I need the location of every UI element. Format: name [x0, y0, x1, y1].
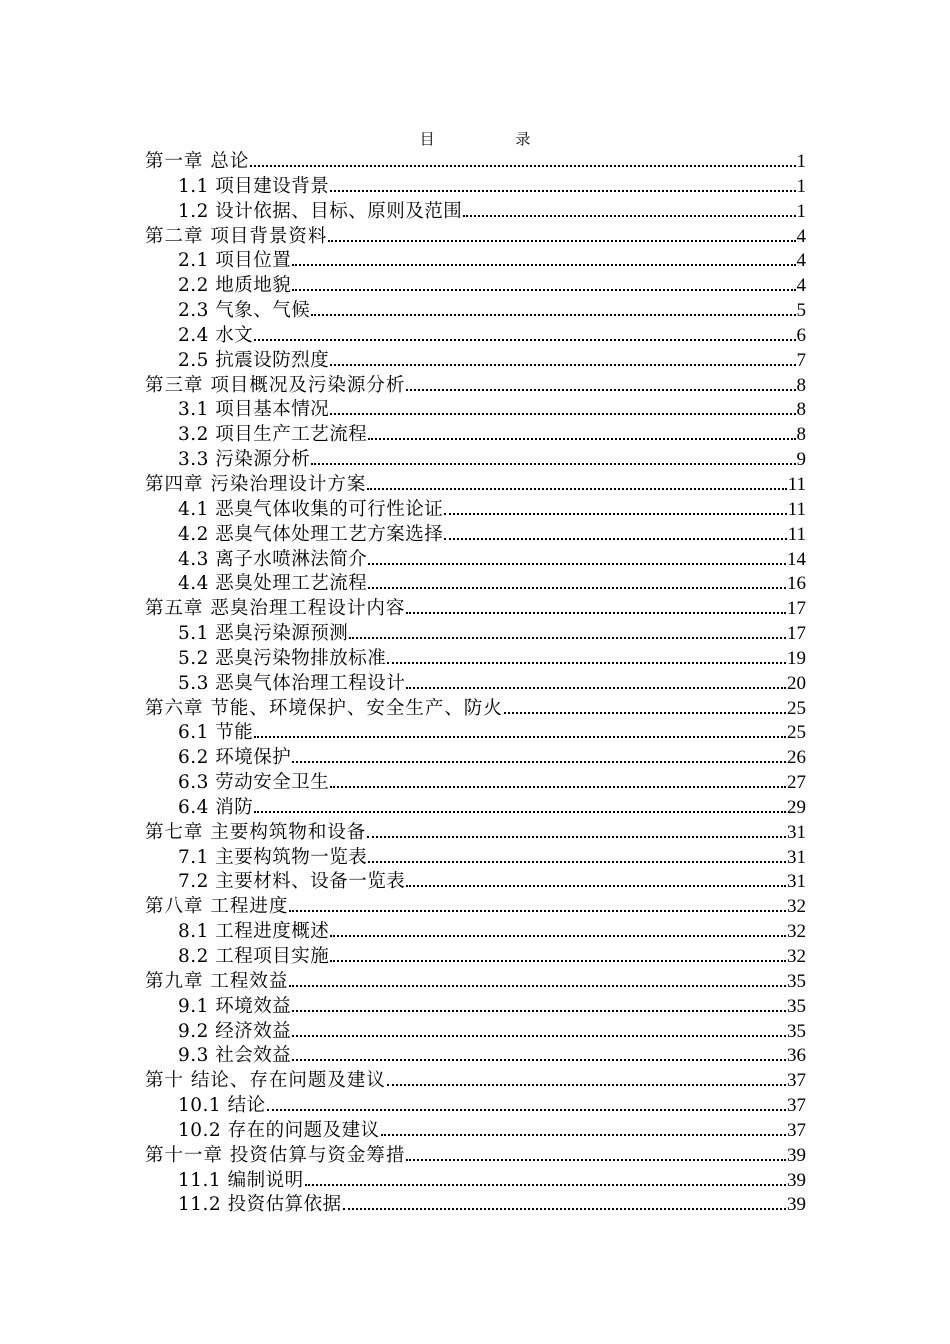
toc-entry-label: 2.3 气象、气候	[178, 300, 311, 322]
toc-entry-label: 6.1 节能	[178, 722, 254, 744]
dot-leader	[254, 810, 786, 813]
toc-chapter-entry[interactable]	[145, 697, 806, 722]
toc-page-number: 35	[787, 1020, 806, 1042]
toc-page-number: 31	[787, 846, 806, 868]
toc-page-number: 11	[787, 498, 806, 520]
toc-entry-label: 2.2 地质地貌	[178, 275, 292, 297]
dot-leader	[330, 363, 795, 366]
toc-page-number: 32	[787, 946, 806, 967]
dot-leader	[406, 1158, 786, 1161]
toc-page-number: 27	[787, 772, 806, 794]
toc-page-number: 6	[796, 324, 806, 346]
toc-page-number: 4	[796, 250, 806, 272]
toc-section-entry[interactable]	[145, 846, 806, 871]
toc-section-entry[interactable]	[145, 1193, 806, 1218]
toc-entry-label: 第四章 污染治理设计方案	[145, 473, 367, 495]
toc-section-entry[interactable]	[145, 423, 806, 448]
dot-leader	[330, 785, 786, 788]
dot-leader	[387, 661, 786, 664]
toc-page-number: 4	[796, 225, 806, 247]
toc-section-entry[interactable]	[145, 1169, 806, 1194]
dot-leader	[311, 462, 795, 465]
toc-entry-label: 10.1 结论	[178, 1095, 266, 1117]
toc-entry-label: 2.4 水文	[178, 324, 254, 346]
toc-page-number: 35	[787, 995, 806, 1017]
toc-section-entry[interactable]	[145, 870, 806, 895]
dot-leader	[367, 487, 786, 490]
toc-section-entry[interactable]	[145, 622, 806, 647]
dot-leader	[328, 239, 795, 242]
toc-page-number: 39	[787, 1169, 806, 1191]
dot-leader	[250, 164, 795, 167]
toc-chapter-entry[interactable]	[145, 970, 806, 995]
toc-title: 目 录	[419, 130, 569, 148]
toc-section-entry[interactable]	[145, 349, 806, 374]
dot-leader	[368, 562, 786, 565]
toc-entry-label: 6.3 劳动安全卫生	[178, 772, 330, 794]
toc-page-number: 32	[787, 896, 806, 918]
toc-section-entry[interactable]	[145, 796, 806, 821]
toc-section-entry[interactable]	[145, 324, 806, 349]
toc-page-number: 17	[787, 623, 806, 645]
toc-entry-label: 4.2 恶臭气体处理工艺方案选择	[178, 523, 444, 545]
dot-leader	[406, 884, 786, 887]
toc-page-number: 8	[796, 399, 806, 421]
toc-entry-label: 第二章 项目背景资料	[145, 225, 328, 247]
toc-entry-label: 第六章 节能、环境保护、安全生产、防火	[145, 697, 503, 719]
dot-leader	[504, 711, 786, 714]
toc-entry-label: 3.3 污染源分析	[178, 449, 311, 471]
dot-leader	[305, 1183, 786, 1186]
toc-section-entry[interactable]	[145, 299, 806, 324]
toc-page-number: 20	[787, 672, 806, 694]
dot-leader	[254, 338, 795, 341]
toc-section-entry[interactable]	[145, 672, 806, 697]
toc-entry-label: 2.1 项目位置	[178, 250, 292, 272]
toc-entry-label: 9.1 环境效益	[178, 995, 292, 1017]
toc-section-entry[interactable]	[145, 249, 806, 274]
toc-page-number: 31	[787, 821, 806, 843]
dot-leader	[368, 586, 786, 589]
toc-entry-label: 5.2 恶臭污染物排放标准	[178, 647, 387, 669]
toc-page-number: 31	[787, 871, 806, 893]
toc-entry-label: 5.1 恶臭污染源预测	[178, 623, 349, 645]
toc-entry-label: 9.3 社会效益	[178, 1045, 292, 1067]
toc-section-entry[interactable]	[145, 523, 806, 548]
dot-leader	[444, 537, 786, 540]
toc-page-number: 19	[787, 647, 806, 669]
toc-section-entry[interactable]	[145, 175, 806, 200]
toc-entry-label: 第八章 工程进度	[145, 896, 289, 918]
toc-chapter-entry[interactable]	[145, 1069, 806, 1094]
toc-page-number: 8	[796, 374, 806, 396]
toc-page-number: 5	[796, 300, 806, 322]
dot-leader	[368, 437, 795, 440]
toc-section-entry[interactable]	[145, 945, 806, 970]
dot-leader	[292, 263, 795, 266]
toc-entry-label: 第三章 项目概况及污染源分析	[145, 374, 406, 396]
toc-page-number: 35	[787, 970, 806, 992]
toc-page-number: 37	[787, 1070, 806, 1092]
toc-chapter-entry[interactable]	[145, 150, 806, 175]
toc-entry-label: 11.1 编制说明	[178, 1169, 304, 1191]
toc-list	[145, 150, 806, 1218]
toc-entry-label: 7.1 主要构筑物一览表	[178, 846, 368, 868]
dot-leader	[406, 686, 786, 689]
toc-section-entry[interactable]	[145, 200, 806, 225]
toc-page-number: 32	[787, 921, 806, 943]
dot-leader	[311, 313, 795, 316]
dot-leader	[444, 512, 786, 515]
dot-leader	[387, 1083, 786, 1086]
toc-page-number: 9	[796, 449, 806, 471]
dot-leader	[330, 959, 786, 962]
toc-page-number: 4	[796, 275, 806, 297]
toc-entry-label: 7.2 主要材料、设备一览表	[178, 871, 406, 893]
dot-leader	[330, 189, 795, 192]
toc-page-number: 7	[796, 349, 806, 371]
toc-entry-label: 8.1 工程进度概述	[178, 921, 330, 943]
toc-page-number: 25	[787, 697, 806, 719]
toc-page-number: 39	[787, 1194, 806, 1216]
dot-leader	[330, 412, 795, 415]
toc-section-entry[interactable]	[145, 746, 806, 771]
toc-page-number: 1	[796, 175, 806, 197]
toc-chapter-entry[interactable]	[145, 1144, 806, 1169]
toc-entry-label: 3.2 项目生产工艺流程	[178, 424, 368, 446]
dot-leader	[267, 1108, 786, 1111]
toc-section-entry[interactable]	[145, 1094, 806, 1119]
toc-entry-label: 第九章 工程效益	[145, 970, 289, 992]
toc-entry-label: 第十 结论、存在问题及建议	[145, 1070, 386, 1092]
toc-section-entry[interactable]	[145, 398, 806, 423]
toc-chapter-entry[interactable]	[145, 225, 806, 250]
toc-page-number: 14	[787, 548, 806, 570]
toc-chapter-entry[interactable]	[145, 597, 806, 622]
toc-entry-label: 1.2 设计依据、目标、原则及范围	[178, 200, 463, 222]
dot-leader	[254, 735, 786, 738]
dot-leader	[349, 636, 786, 639]
toc-chapter-entry[interactable]	[145, 473, 806, 498]
toc-page-number: 17	[787, 598, 806, 620]
dot-leader	[343, 1207, 786, 1210]
toc-section-entry[interactable]	[145, 572, 806, 597]
toc-section-entry[interactable]	[145, 647, 806, 672]
toc-entry-label: 4.4 恶臭处理工艺流程	[178, 573, 368, 595]
toc-page-number: 37	[787, 1119, 806, 1141]
toc-section-entry[interactable]	[145, 548, 806, 573]
dot-leader	[292, 760, 786, 763]
toc-entry-label: 第十一章 投资估算与资金筹措	[145, 1144, 406, 1166]
dot-leader	[292, 288, 795, 291]
toc-entry-label: 10.2 存在的问题及建议	[178, 1119, 380, 1141]
dot-leader	[406, 388, 795, 391]
toc-section-entry[interactable]	[145, 1044, 806, 1069]
toc-entry-label: 2.5 抗震设防烈度	[178, 349, 330, 371]
toc-page-number: 1	[796, 151, 806, 172]
toc-entry-label: 1.1 项目建设背景	[178, 175, 330, 197]
toc-page-number: 16	[787, 573, 806, 595]
toc-page-number: 37	[787, 1095, 806, 1117]
toc-section-entry[interactable]	[145, 1020, 806, 1045]
toc-chapter-entry[interactable]	[145, 895, 806, 920]
dot-leader	[289, 984, 786, 987]
toc-chapter-entry[interactable]	[145, 821, 806, 846]
toc-entry-label: 6.4 消防	[178, 796, 254, 818]
toc-entry-label: 4.3 离子水喷淋法简介	[178, 548, 368, 570]
toc-page-number: 26	[787, 747, 806, 769]
toc-entry-label: 11.2 投资估算依据	[178, 1194, 342, 1216]
dot-leader	[292, 1034, 786, 1037]
toc-page-number: 36	[787, 1045, 806, 1067]
toc-section-entry[interactable]	[145, 771, 806, 796]
dot-leader	[406, 611, 786, 614]
toc-section-entry[interactable]	[145, 1119, 806, 1144]
toc-page-number: 11	[787, 473, 806, 495]
toc-entry-label: 4.1 恶臭气体收集的可行性论证	[178, 498, 444, 520]
toc-page-number: 29	[787, 796, 806, 818]
dot-leader	[289, 909, 786, 912]
dot-leader	[381, 1133, 786, 1136]
toc-page-number: 25	[787, 722, 806, 744]
dot-leader	[330, 934, 786, 937]
toc-entry-label: 8.2 工程项目实施	[178, 946, 330, 967]
toc-section-entry[interactable]	[145, 920, 806, 945]
dot-leader	[368, 860, 786, 863]
dot-leader	[367, 835, 786, 838]
toc-section-entry[interactable]	[145, 448, 806, 473]
toc-page-number: 1	[796, 200, 806, 222]
toc-entry-label: 第七章 主要构筑物和设备	[145, 821, 367, 843]
toc-page-number: 8	[796, 424, 806, 446]
toc-section-entry[interactable]	[145, 995, 806, 1020]
toc-chapter-entry[interactable]	[145, 374, 806, 399]
toc-page-number: 11	[787, 523, 806, 545]
toc-entry-label: 9.2 经济效益	[178, 1020, 292, 1042]
toc-entry-label: 3.1 项目基本情况	[178, 399, 330, 421]
toc-entry-label: 5.3 恶臭气体治理工程设计	[178, 672, 406, 694]
toc-section-entry[interactable]	[145, 498, 806, 523]
dot-leader	[292, 1058, 786, 1061]
toc-entry-label: 第一章 总论	[145, 151, 250, 172]
toc-entry-label: 6.2 环境保护	[178, 747, 292, 769]
toc-entry-label: 第五章 恶臭治理工程设计内容	[145, 598, 406, 620]
toc-section-entry[interactable]	[145, 721, 806, 746]
dot-leader	[292, 1009, 786, 1012]
dot-leader	[463, 214, 795, 217]
toc-page-number: 39	[787, 1144, 806, 1166]
toc-section-entry[interactable]	[145, 274, 806, 299]
